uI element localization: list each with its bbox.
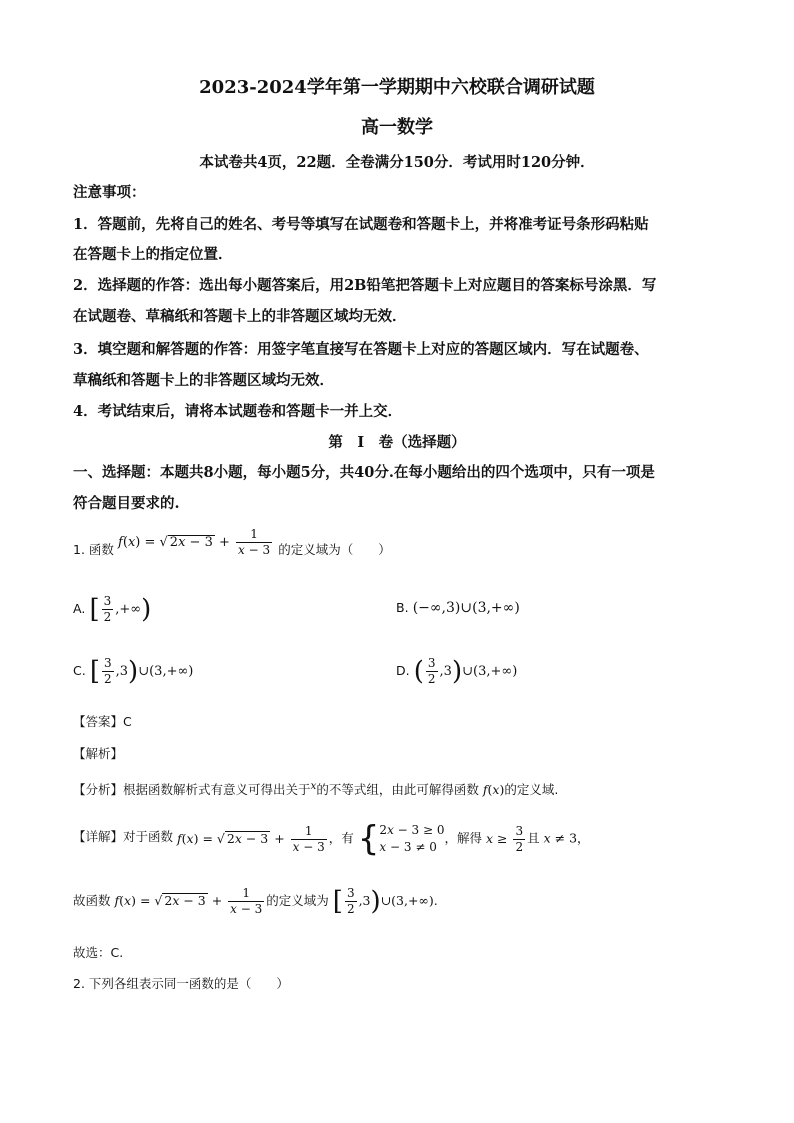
conclusion-line: 故函数 f(x) = √ 2x − 3 + $\frac{1}{x - 3}$ 的定义域为 [ $\frac{3}{2}$ ,3)∪(3,+∞). bbox=[73, 886, 438, 917]
option-c: C. [ $\frac{3}{2}$ ,3)∪(3,+∞) bbox=[73, 656, 194, 687]
analysis-line: 【分析】根据函数解析式有意义可得出关于$^x$的不等式组，由此可解得函数 f(x)的定义域. bbox=[73, 780, 559, 798]
analysis-tag: 【解析】 bbox=[73, 746, 124, 761]
option-a-formula: [ $\frac{3}{2}$ ,+∞) bbox=[89, 594, 152, 625]
notice-line: 在答题卡上的指定位置． bbox=[73, 246, 233, 263]
exam-info: 本试卷共4页，22题．全卷满分150分．考试用时120分钟． bbox=[199, 154, 595, 171]
notice-line: 1．答题前，先将自己的姓名、考号等填写在试题卷和答题卡上，并将准考证号条形码粘贴 bbox=[73, 216, 649, 233]
question-suffix: 的定义域为（ ） bbox=[278, 542, 391, 557]
exam-title: 2023-2024学年第一学期期中六校联合调研试题 bbox=[199, 77, 595, 98]
notice-line: 4．考试结束后，请将本试题卷和答题卡一并上交． bbox=[73, 403, 403, 420]
section-instruction: 符合题目要求的. bbox=[73, 495, 180, 512]
option-d: D. ( $\frac{3}{2}$ ,3)∪(3,+∞) bbox=[396, 656, 518, 687]
final-choice: 故选：C. bbox=[73, 945, 124, 960]
question-number: 1. 函数 bbox=[73, 542, 114, 557]
subject-title: 高一数学 bbox=[361, 117, 433, 138]
notice-line: 在试题卷、草稿纸和答题卡上的非答题区域均无效． bbox=[73, 308, 407, 325]
notice-line: 3．填空题和解答题的作答：用签字笔直接写在答题卡上对应的答题区域内．写在试题卷、 bbox=[73, 341, 649, 358]
answer-tag: 【答案】C bbox=[73, 714, 132, 729]
detail-line: 【详解】对于函数 f(x) = √ 2x − 3 + $\frac{1}{x - 3}$ ，有 { 2x − 3 ≥ 0 x − 3 ≠ 0 ，解得 x ≥ $\frac{3}{2}$ 且 x ≠ 3， bbox=[73, 819, 590, 859]
notice-line: 2．选择题的作答：选出每小题答案后，用2B铅笔把答题卡上对应题目的答案标号涂黑．写 bbox=[73, 277, 657, 294]
option-c-formula: [ $\frac{3}{2}$ ,3)∪(3,+∞) bbox=[89, 656, 194, 687]
section-instruction: 一、选择题：本题共8小题，每小题5分，共40分.在每小题给出的四个选项中，只有一项是 bbox=[73, 464, 655, 481]
notice-line: 草稿纸和答题卡上的非答题区域均无效． bbox=[73, 372, 334, 389]
option-b: B. (−∞,3)∪(3,+∞) bbox=[396, 600, 520, 616]
part-heading: 第 I 卷（选择题） bbox=[328, 434, 466, 451]
function-formula: f(x) = √ 2x − 3 + $\frac{1}{x - 3}$ bbox=[118, 527, 271, 557]
question-1 bbox=[73, 527, 391, 558]
option-b-formula: (−∞,3)∪(3,+∞) bbox=[412, 600, 520, 616]
question-2: 2. 下列各组表示同一函数的是（ ） bbox=[73, 976, 289, 991]
option-a: A. [ $\frac{3}{2}$ ,+∞) bbox=[73, 594, 152, 625]
option-d-formula: ( $\frac{3}{2}$ ,3)∪(3,+∞) bbox=[413, 656, 518, 687]
notice-heading: 注意事项： bbox=[73, 184, 146, 201]
